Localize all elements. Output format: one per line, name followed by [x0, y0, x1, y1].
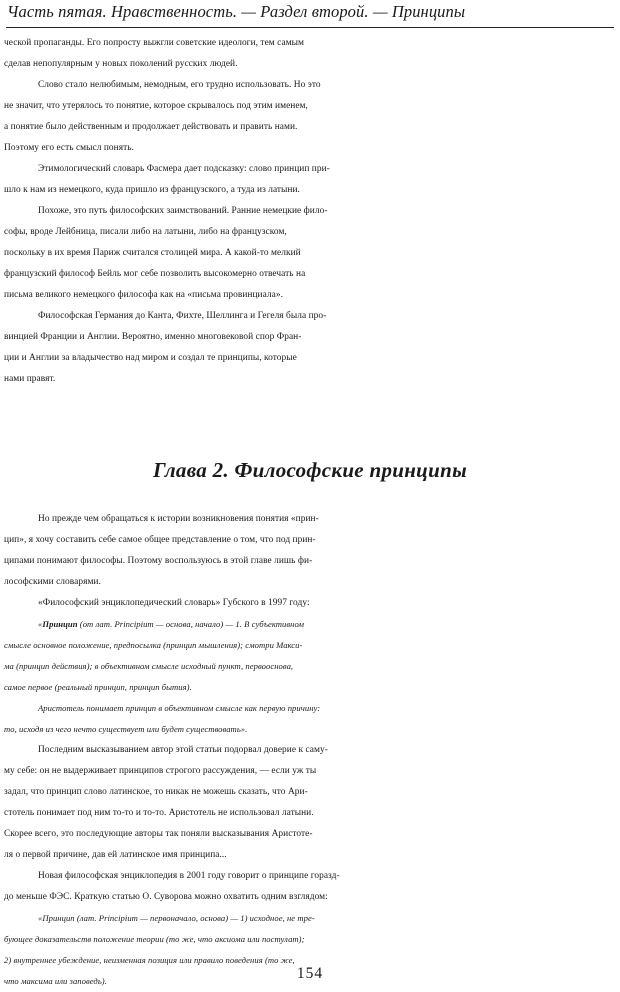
text-line: винцией Франции и Англии. Вероятно, именно многовековой спор Фран-	[4, 332, 302, 342]
text-line: ции и Англии за владычество над миром и создал те принципы, которые	[4, 353, 297, 363]
text-line: стотель понимает под ним то-то и то-то. Аристотель не использовал латыни.	[4, 808, 314, 818]
text-line: сделав непопулярным у новых поколений русских людей.	[4, 59, 238, 69]
text-line: задал, что принцип слово латинское, то никак не можешь сказать, что Ари-	[4, 787, 308, 797]
quote-line: то, исходя из чего нечто существует или будет существовать».	[4, 724, 248, 734]
quote-line: самое первое (реальный принцип, принцип бытия).	[4, 682, 192, 692]
text-line: нами правят.	[4, 374, 56, 384]
text-line: Скорее всего, это последующие авторы так поняли высказывания Аристоте-	[4, 829, 313, 839]
page-number: 154	[296, 965, 324, 982]
quote-open: «	[38, 619, 43, 629]
quote-line	[0, 614, 620, 635]
quote-line: 2) внутреннее убеждение, неизменная позиция или правило поведения (то же,	[4, 955, 295, 965]
text-line: поскольку в их время Париж считался столицей мира. А какой-то мелкий	[4, 248, 301, 258]
quote-line: смысле основное положение, предпосылка (принцип мышления); смотри Макси-	[4, 640, 303, 650]
text-line: му себе: он не выдерживает принципов строгого рассуждения, — если уж ты	[4, 766, 317, 776]
quote-line: ма (принцип действия); в объективном смысле исходный пункт, первооснова,	[4, 661, 294, 671]
quote-line: бующее доказательств положение теории (то же, что аксиома или постулат);	[4, 934, 305, 944]
header-rule	[6, 27, 614, 28]
text-line: Этимологический словарь Фасмера дает подсказку: слово принцип при-	[38, 164, 330, 174]
spacer	[0, 390, 620, 454]
text-line: Поэтому его есть смысл понять.	[4, 143, 134, 153]
text-line: ципами понимают философы. Поэтому воспользуюсь в этой главе лишь фи-	[4, 556, 313, 566]
text-line: Философская Германия до Канта, Фихте, Шеллинга и Гегеля была про-	[38, 311, 327, 321]
body-text	[0, 33, 620, 992]
quote-text: (от лат. Principium — основа, начало) — 1. В субъективном	[77, 619, 305, 629]
text-line: ля о первой причине, дав ей латинское имя принципа...	[4, 850, 227, 860]
text-line: цип», я хочу составить себе самое общее представление о том, что под прин-	[4, 535, 316, 545]
text-line: софы, вроде Лейбница, писали либо на латыни, либо на французском,	[4, 227, 287, 237]
text-line: письма великого немецкого философа как на «письма провинциала».	[4, 290, 283, 300]
quote-line: «Принцип (лат. Principium — первоначало, основа) — 1) исходное, не тре-	[38, 913, 315, 923]
text-line: Слово стало нелюбимым, немодным, его трудно использовать. Но это	[38, 80, 321, 90]
text-line: французский философ Бейль мог себе позволить высокомерно отвечать на	[4, 269, 306, 279]
text-line: лософскими словарями.	[4, 577, 101, 587]
text-line: шло к нам из немецкого, куда пришло из французского, а туда из латыни.	[4, 185, 300, 195]
text-line: Но прежде чем обращаться к истории возникновения понятия «прин-	[38, 514, 319, 524]
text-line: Последним высказыванием автор этой статьи подорвал доверие к саму-	[38, 745, 328, 755]
spacer	[0, 486, 620, 509]
text-line: не значит, что утерялось то понятие, которое скрывалось под этим именем,	[4, 101, 308, 111]
text-line: до меньше ФЭС. Краткую статью О. Суворова можно охватить одним взглядом:	[4, 892, 328, 902]
text-line: Похоже, это путь философских заимствований. Ранние немецкие фило-	[38, 206, 328, 216]
quote-term: Принцип	[42, 619, 78, 629]
running-head: Часть пятая. Нравственность. — Раздел второй. — Принципы	[7, 2, 466, 21]
chapter-title: Глава 2. Философские принципы	[152, 458, 467, 482]
text-line: «Философский энциклопедический словарь» Губского в 1997 году:	[38, 598, 310, 608]
text-line: а понятие было действенным и продолжает действовать и править нами.	[4, 122, 298, 132]
text-line: ческой пропаганды. Его попросту выжгли советские идеологи, тем самым	[4, 38, 305, 48]
text-line: Новая философская энциклопедия в 2001 году говорит о принципе горазд-	[38, 871, 340, 881]
quote-line: что максима или заповедь).	[4, 976, 107, 986]
quote-line: Аристотель понимает принцип в объективном смысле как первую причину:	[38, 703, 321, 713]
